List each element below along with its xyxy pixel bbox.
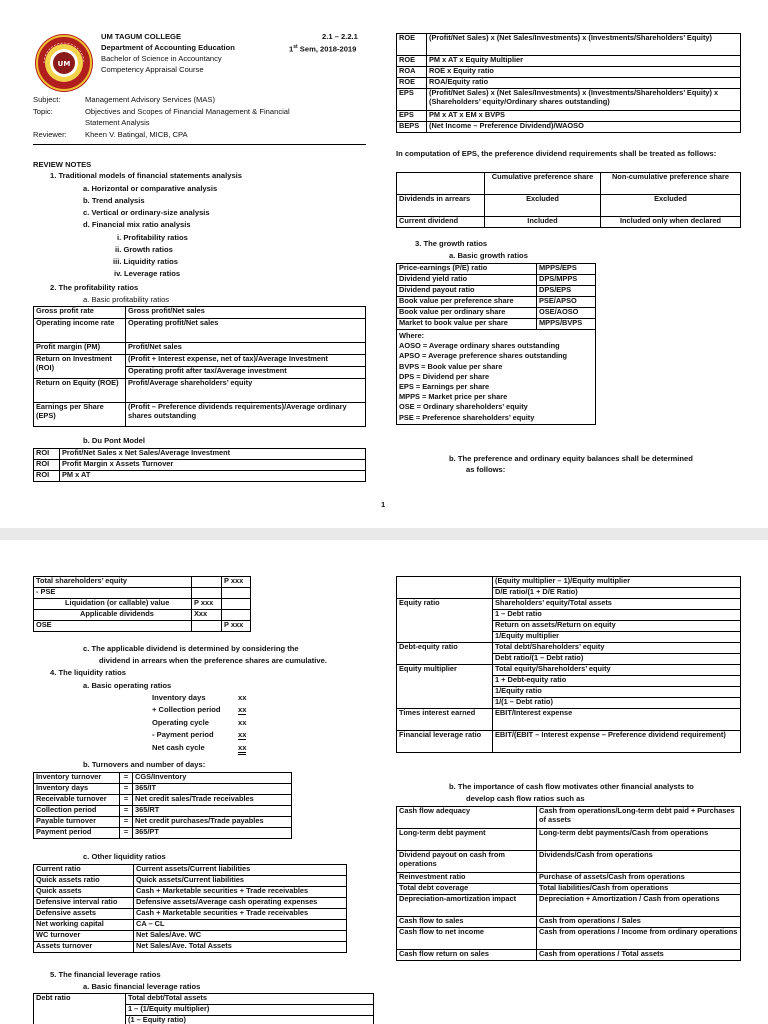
table-row: Cash flow return on sales Cash from operations / Total assets — [397, 950, 741, 961]
table-row: ROI PM x AT — [34, 471, 366, 482]
table-row: ROE PM x AT x Equity Multiplier — [397, 56, 741, 67]
table-row: 1/Equity ratio — [397, 687, 741, 698]
table-row: ROA ROE x Equity ratio — [397, 67, 741, 78]
table-row: D/E ratio/(1 + D/E Ratio) — [397, 588, 741, 599]
college-name: UM TAGUM COLLEGE — [101, 32, 182, 41]
where-line: Where: — [399, 331, 425, 340]
table-row: Cash flow to sales Cash from operations / Sales — [397, 917, 741, 928]
table-row: Dividend payout on cash from operations Dividends/Cash from operations — [397, 851, 741, 873]
section-code: 2.1 – 2.2.1 — [322, 32, 358, 41]
table-row: Cumulative preference share Non-cumulative preference share — [397, 173, 741, 195]
outline-item: c. Vertical or ordinary-size analysis — [83, 208, 210, 217]
table-row: Return on Equity (ROE) Profit/Average shareholders’ equity — [34, 379, 366, 403]
other-liquidity-heading: c. Other liquidity ratios — [83, 852, 166, 861]
outline-item: 1. Traditional models of financial statements analysis — [50, 171, 243, 180]
cash-flow-note: b. The importance of cash flow motivates other financial analysts to — [449, 782, 694, 791]
turnover-table — [33, 772, 292, 839]
table-row: Dividend yield ratio DPS/MPPS — [397, 275, 596, 286]
table-row: Profit margin (PM) Profit/Net sales — [34, 343, 366, 355]
table-row: OSE P xxx — [34, 621, 251, 632]
profitability-table — [33, 306, 366, 427]
table-row: Assets turnover Net Sales/Ave. Total Assets — [34, 942, 347, 953]
topic-line-1: Objectives and Scopes of Financial Management & Financial — [85, 107, 290, 116]
leverage-heading: 5. The financial leverage ratios — [50, 970, 161, 979]
topic-line-2: Statement Analysis — [85, 118, 150, 127]
program: Bachelor of Science in Accountancy — [101, 54, 222, 63]
table-row: Total shareholders’ equity P xxx — [34, 577, 251, 588]
op-cycle-value: xx — [238, 705, 247, 714]
table-row: (Equity multiplier – 1)/Equity multiplier — [397, 577, 741, 588]
table-row: Depreciation-amortization impact Depreciation + Amortization / Cash from operations — [397, 895, 741, 917]
outline-item: iii. Liquidity ratios — [113, 257, 178, 266]
liquidity-subheading: a. Basic operating ratios — [83, 681, 172, 690]
table-row: Market to book value per share MPPS/BVPS — [397, 319, 596, 330]
table-row: Dividends in arrears Excluded Excluded — [397, 195, 741, 217]
subject: Management Advisory Services (MAS) — [85, 95, 215, 104]
table-row: Debt ratio Total debt/Total assets — [34, 994, 374, 1005]
equity-balances-note-cont: as follows: — [466, 465, 506, 474]
debt-ratio-table — [33, 993, 374, 1024]
table-row: Inventory turnover = CGS/Inventory — [34, 773, 292, 784]
roe-eps-table — [396, 33, 741, 133]
reviewer-label: Reviewer: — [33, 130, 67, 139]
table-row: Cash flow to net income Cash from operations / Income from ordinary operations — [397, 928, 741, 950]
cash-flow-note-cont: develop cash flow ratios such as — [466, 794, 585, 803]
dupont-table — [33, 448, 366, 482]
table-row: 1/Equity multiplier — [397, 632, 741, 643]
table-row: Liquidation (or callable) value P xxx — [34, 599, 251, 610]
table-row: 1 + Debt-equity ratio — [397, 676, 741, 687]
header-divider — [33, 144, 366, 145]
review-notes-heading: REVIEW NOTES — [33, 160, 92, 169]
where-line: EPS = Earnings per share — [399, 382, 490, 392]
table-row: Book value per preference share PSE/APSO — [397, 297, 596, 308]
table-row: 1/(1 – Debt ratio) — [397, 698, 741, 709]
outline-item: iv. Leverage ratios — [114, 269, 181, 278]
outline-item: a. Basic profitability ratios — [83, 295, 170, 304]
table-row: Collection period = 365/RT — [34, 806, 292, 817]
op-cycle-label: Inventory days — [152, 693, 206, 702]
table-row — [397, 330, 596, 425]
where-line: BVPS = Book value per share — [399, 361, 503, 371]
growth-table — [396, 263, 596, 425]
eps-note: In computation of EPS, the preference dividend requirements shall be treated as follows: — [396, 149, 717, 158]
table-row: Defensive assets Cash + Marketable securities + Trade receivables — [34, 909, 347, 920]
preference-dividend-table — [396, 172, 741, 228]
table-row: Total debt coverage Total liabilities/Cash from operations — [397, 884, 741, 895]
table-row: Earnings per Share (EPS) (Profit – Preference dividends requirements)/Average ordinary shares outstanding — [34, 403, 366, 427]
op-cycle-value: xx — [238, 743, 246, 755]
where-line: APSO = Average preference shares outstanding — [399, 351, 568, 361]
equity-balance-table — [33, 576, 251, 632]
op-cycle-value: xx — [238, 730, 247, 739]
semester: 1st Sem, 2018-2019 — [289, 44, 357, 54]
table-row: 1 – Debt ratio — [397, 610, 741, 621]
table-row: Debt ratio/(1 – Debt ratio) — [397, 654, 741, 665]
op-cycle-value: xx — [238, 718, 247, 727]
table-row: Long-term debt payment Long-term debt payments/Cash from operations — [397, 829, 741, 851]
course: Competency Appraisal Course — [101, 65, 204, 74]
outline-item: d. Financial mix ratio analysis — [83, 220, 191, 229]
table-row: ROE ROA/Equity ratio — [397, 78, 741, 89]
op-cycle-label: + Collection period — [152, 705, 221, 714]
table-row: Debt-equity ratio Total debt/Shareholders’ equity — [397, 643, 741, 654]
table-row: Financial leverage ratio EBIT/(EBIT – Interest expense – Preference dividend requirement) — [397, 731, 741, 753]
turnovers-heading: b. Turnovers and number of days: — [83, 760, 206, 769]
table-row: Quick assets Cash + Marketable securities + Trade receivables — [34, 887, 347, 898]
equity-balances-note: b. The preference and ordinary equity balances shall be determined — [449, 454, 693, 463]
page-number: 1 — [381, 500, 386, 509]
table-row: Book value per ordinary share OSE/AOSO — [397, 308, 596, 319]
table-row: Receivable turnover = Net credit sales/Trade receivables — [34, 795, 292, 806]
table-row: Gross profit rate Gross profit/Net sales — [34, 307, 366, 319]
table-row: Applicable dividends Xxx — [34, 610, 251, 621]
table-row: ROE (Profit/Net Sales) x (Net Sales/Investments) x (Investments/Shareholders’ Equity) — [397, 34, 741, 56]
growth-subheading: a. Basic growth ratios — [449, 251, 528, 260]
growth-heading: 3. The growth ratios — [415, 239, 488, 248]
subject-label: Subject: — [33, 95, 61, 104]
op-cycle-label: - Payment period — [152, 730, 214, 739]
table-row: Operating income rate Operating profit/Net sales — [34, 319, 366, 343]
table-row: Dividend payout ratio DPS/EPS — [397, 286, 596, 297]
op-cycle-label: Operating cycle — [152, 718, 209, 727]
table-row: Current dividend Included Included only when declared — [397, 217, 741, 228]
cash-flow-table — [396, 806, 741, 961]
table-row: Net working capital CA – CL — [34, 920, 347, 931]
table-row: BEPS (Net Income – Preference Dividend)/WAOSO — [397, 122, 741, 133]
outline-item: b. Trend analysis — [83, 196, 145, 205]
table-row: Payment period = 365/PT — [34, 828, 292, 839]
department: Department of Accounting Education — [101, 43, 235, 52]
table-row: Return on Investment (ROI) (Profit + Interest expense, net of tax)/Average Investment Operating profit after tax/Average investment — [34, 355, 366, 379]
college-seal-logo — [34, 33, 94, 93]
table-row: WC turnover Net Sales/Ave. WC — [34, 931, 347, 942]
table-row: ROI Profit Margin x Assets Turnover — [34, 460, 366, 471]
page-2 — [0, 540, 768, 1024]
table-row: EPS (Profit/Net Sales) x (Net Sales/Investments) x (Investments/Shareholders’ Equity) x (Shareholders’ equity/Ordinary shares outstanding) — [397, 89, 741, 111]
svg-text:UM: UM — [57, 60, 71, 68]
table-row: Defensive interval ratio Defensive assets/Average cash operating expenses — [34, 898, 347, 909]
table-row: ROI Profit/Net Sales x Net Sales/Average Investment — [34, 449, 366, 460]
table-row: Current ratio Current assets/Current liabilities — [34, 865, 347, 876]
table-row: Quick assets ratio Quick assets/Current liabilities — [34, 876, 347, 887]
where-line: MPPS = Market price per share — [399, 392, 508, 402]
table-row: Payable turnover = Net credit purchases/Trade payables — [34, 817, 292, 828]
op-cycle-value: xx — [238, 693, 247, 702]
table-row: (1 – Equity ratio) — [34, 1016, 374, 1024]
table-row: Price-earnings (P/E) ratio MPPS/EPS — [397, 264, 596, 275]
table-row: Reinvestment ratio Purchase of assets/Cash from operations — [397, 873, 741, 884]
outline-item: i. Profitability ratios — [117, 233, 188, 242]
where-line: DPS = Dividend per share — [399, 371, 490, 381]
liquidity-heading: 4. The liquidity ratios — [50, 668, 126, 677]
op-cycle-label: Net cash cycle — [152, 743, 205, 752]
where-line: PSE = Preference shareholders’ equity — [399, 412, 535, 422]
where-line: OSE = Ordinary shareholders’ equity — [399, 402, 528, 412]
leverage-ratio-table — [396, 576, 741, 753]
reviewer: Kheen V. Batingal, MICB, CPA — [85, 130, 188, 139]
outline-item: ii. Growth ratios — [115, 245, 173, 254]
note-c-cont: dividend in arrears when the preference shares are cumulative. — [99, 656, 327, 665]
table-row: Equity ratio Shareholders’ equity/Total assets — [397, 599, 741, 610]
table-row: 1 – (1/Equity multiplier) — [34, 1005, 374, 1016]
table-row: Inventory days = 365/IT — [34, 784, 292, 795]
where-line: AOSO = Average ordinary shares outstanding — [399, 341, 560, 351]
outline-item: a. Horizontal or comparative analysis — [83, 184, 218, 193]
other-liquidity-table — [33, 864, 347, 953]
note-c: c. The applicable dividend is determined by considering the — [83, 644, 299, 653]
leverage-subheading: a. Basic financial leverage ratios — [83, 982, 201, 991]
table-row: Times interest earned EBIT/Interest expense — [397, 709, 741, 731]
outline-item: 2. The profitability ratios — [50, 283, 139, 292]
table-row: - PSE — [34, 588, 251, 599]
table-row: Equity multiplier Total equity/Shareholders’ equity — [397, 665, 741, 676]
table-row: Return on assets/Return on equity — [397, 621, 741, 632]
table-row: Cash flow adequacy Cash from operations/Long-term debt paid + Purchases of assets — [397, 807, 741, 829]
topic-label: Topic: — [33, 107, 53, 116]
dupont-heading: b. Du Pont Model — [83, 436, 146, 445]
table-row: EPS PM x AT x EM x BVPS — [397, 111, 741, 122]
